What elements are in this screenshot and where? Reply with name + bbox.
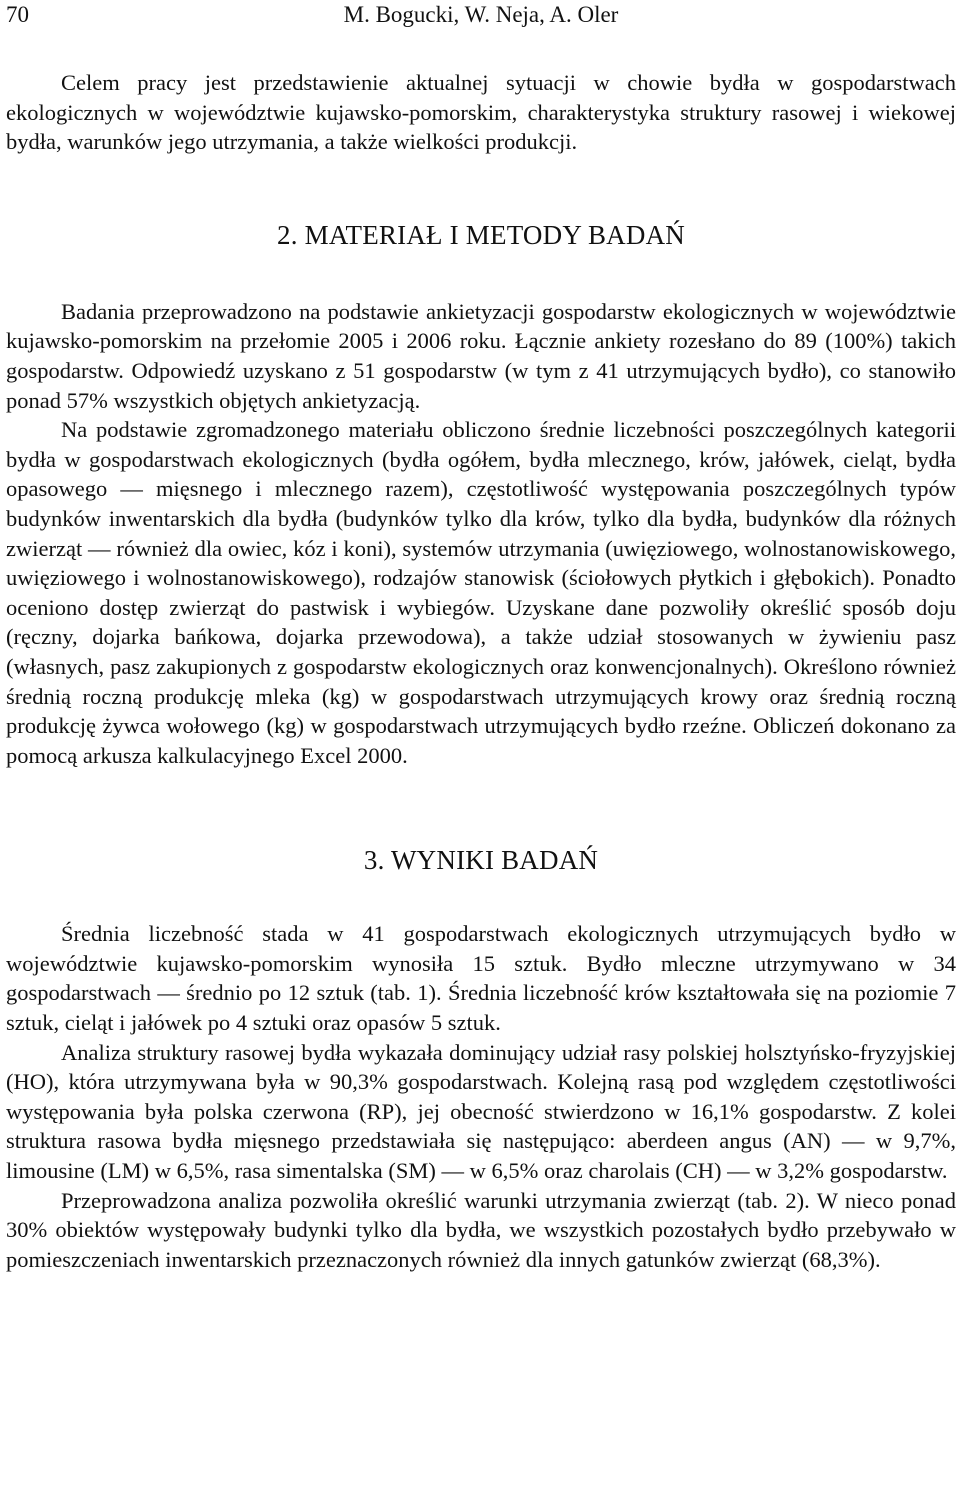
- methods-paragraph: Na podstawie zgromadzonego materiału obliczono średnie liczebności poszczególnych kategorii bydła w gospodarstwach ekologicznych (bydła ogółem, bydła mlecznego, krów, jałówek, cieląt, bydła opasowego — mięsnego i mlecznego razem), częstotliwość występowania poszczególnych typów budynków inwentarskich dla bydła (budynków tylko dla krów, tylko dla bydła, budynków dla różnych zwierząt — również dla owiec, kóz i koni), systemów utrzymania (uwięziowego, wolnostanowiskowego, uwięziowego i wolnostanowiskowego), rodzajów stanowisk (ściołowych płytkich i głębokich). Ponadto oceniono dostęp zwierząt do pastwisk i wybiegów. Uzyskane dane pozwoliły określić sposób doju (ręczny, dojarka bańkowa, dojarka przewodowa), a także udział stosowanych w żywieniu pasz (własnych, pasz zakupionych z gospodarstw ekologicznych oraz konwencjonalnych). Określono również średnią roczną produkcję mleka (kg) w gospodarstwach utrzymujących krowy oraz średnią roczną produkcję żywca wołowego (kg) w gospodarstwach utrzymujących bydło rzeźne. Obliczeń dokonano za pomocą arkusza kalkulacyjnego Excel 2000.: [6, 417, 956, 768]
- intro-paragraph: Celem pracy jest przedstawienie aktualnej sytuacji w chowie bydła w gospodarstwach ekologicznych w województwie kujawsko-pomorskim, charakterystyka struktury rasowej i wiekowej bydła, warunków jego utrzymania, a także wielkości produkcji.: [6, 70, 956, 155]
- results-paragraph: Średnia liczebność stada w 41 gospodarstwach ekologicznych utrzymujących bydło w województwie kujawsko-pomorskim wynosiła 15 sztuk. Bydło mleczne utrzymywano w 34 gospodarstwach — średnio po 12 sztuk (tab. 1). Średnia liczebność krów kształtowała się na poziomie 7 sztuk, cieląt i jałówek po 4 sztuki oraz opasów 5 sztuk.: [6, 921, 956, 1036]
- section-heading-results: 3. WYNIKI BADAŃ: [363, 845, 599, 876]
- page-number: 70: [6, 2, 29, 27]
- document-page: [6, 0, 956, 1274]
- methods-paragraph: Badania przeprowadzono na podstawie ankietyzacji gospodarstw ekologicznych w województwie kujawsko-pomorskim na przełomie 2005 i 2006 roku. Łącznie ankiety rozesłano do 89 (100%) takich gospodarstw. Odpowiedź uzyskano z 51 gospodarstw (w tym z 41 utrzymujących bydło), co stanowiło ponad 57% wszystkich objętych ankietyzacją.: [6, 298, 956, 413]
- page-header: [6, 0, 956, 30]
- results-paragraph: Przeprowadzona analiza pozwoliła określić warunki utrzymania zwierząt (tab. 2). W nieco ponad 30% obiektów występowały budynki tylko dla bydła, we wszystkich pozostałych bydło przebywało w pomieszczeniach inwentarskich przeznaczonych również dla innych gatunków zwierząt (68,3%).: [6, 1187, 956, 1272]
- section-heading-methods: 2. MATERIAŁ I METODY BADAŃ: [277, 219, 685, 250]
- running-title: M. Bogucki, W. Neja, A. Oler: [343, 2, 619, 27]
- results-paragraph: Analiza struktury rasowej bydła wykazała dominujący udział rasy polskiej holsztyńsko-fryzyjskiej (HO), która utrzymywana była w 90,3% gospodarstwach. Kolejną rasą pod względem częstotliwości występowania była polska czerwona (RP), jej obecność stwierdzono w 16,1% gospodarstw. Z kolei struktura rasowa bydła mięsnego przedstawiała się następująco: aberdeen angus (AN) — w 9,7%, limousine (LM) w 6,5%, rasa simentalska (SM) — w 6,5% oraz charolais (CH) — w 3,2% gospodarstw.: [6, 1039, 956, 1184]
